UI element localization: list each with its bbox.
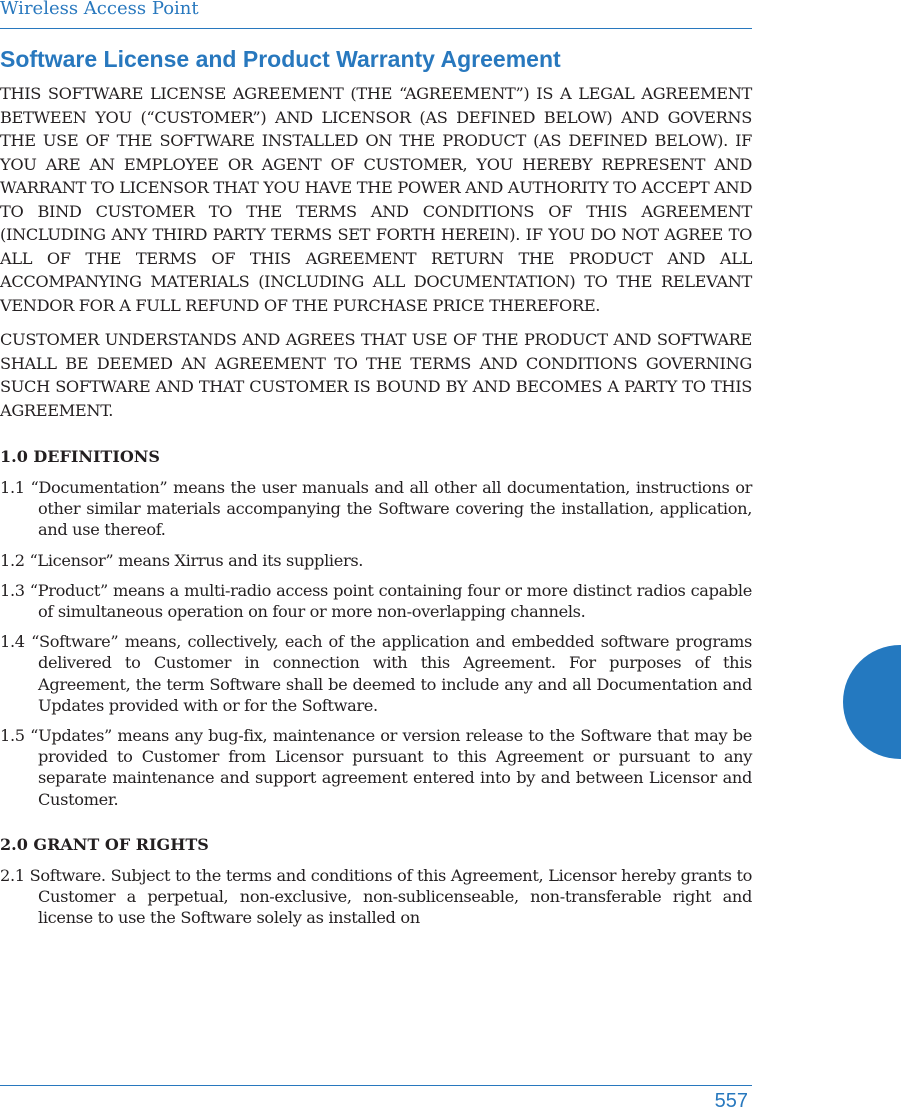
intro-paragraph: CUSTOMER UNDERSTANDS AND AGREES THAT USE OF THE PRODUCT AND SOFTWARE SHALL BE DEEMED AN AGREEMENT TO THE TERMS AND CONDITIONS GOVERNING SUCH SOFTWARE AND THAT CUSTOMER IS BOUND BY AND BECOMES A PARTY TO THIS AGREEMENT. xyxy=(0,330,752,420)
footer-rule xyxy=(0,1085,752,1086)
definition-item: 1.3 “Product” means a multi-radio access point containing four or more distinct radios capable of simultaneous operation on four or more non-overlapping channels. xyxy=(0,580,752,622)
section-heading-grant-of-rights: 2.0 GRANT OF RIGHTS xyxy=(0,834,209,854)
chapter-tab-marker xyxy=(843,645,901,759)
definition-item: 1.4 “Software” means, collectively, each of the application and embedded software programs delivered to Customer in connection with this Agreement. For purposes of this Agreement, the term Software shall be deemed to include any and all Documentation and Updates provided with or for the Software. xyxy=(0,632,752,715)
running-header-title: Wireless Access Point xyxy=(0,0,199,19)
section-heading-definitions: 1.0 DEFINITIONS xyxy=(0,447,160,466)
header-rule xyxy=(0,28,752,29)
intro-paragraph: THIS SOFTWARE LICENSE AGREEMENT (THE “AGREEMENT”) IS A LEGAL AGREEMENT BETWEEN YOU (“CUSTOMER”) AND LICENSOR (AS DEFINED BELOW) AND GOVERNS THE USE OF THE SOFTWARE INSTALLED ON THE PRODUCT (AS DEFINED BELOW). IF YOU ARE AN EMPLOYEE OR AGENT OF CUSTOMER, YOU HEREBY REPRESENT AND WARRANT TO LICENSOR THAT YOU HAVE THE POWER AND AUTHORITY TO ACCEPT AND TO BIND CUSTOMER TO THE TERMS AND CONDITIONS OF THIS AGREEMENT (INCLUDING ANY THIRD PARTY TERMS SET FORTH HEREIN). IF YOU DO NOT AGREE TO ALL OF THE TERMS OF THIS AGREEMENT RETURN THE PRODUCT AND ALL ACCOMPANYING MATERIALS (INCLUDING ALL DOCUMENTATION) TO THE RELEVANT VENDOR FOR A FULL REFUND OF THE PURCHASE PRICE THEREFORE. xyxy=(0,84,752,315)
definition-item: 1.1 “Documentation” means the user manuals and all other all documentation, instructions or other similar materials accompanying the Software covering the installation, application, and use thereof. xyxy=(0,478,752,540)
grant-item: 2.1 Software. Subject to the terms and conditions of this Agreement, Licensor hereby grants to Customer a perpetual, non-exclusive, non-sublicenseable, non-transferable right and license to use the Software solely as installed on xyxy=(0,865,752,928)
page-content xyxy=(0,44,752,937)
document-title: Software License and Product Warranty Agreement xyxy=(0,46,561,72)
definition-item: 1.5 “Updates” means any bug-fix, maintenance or version release to the Software that may be provided to Customer from Licensor pursuant to this Agreement or pursuant to any separate maintenance and support agreement entered into by and between Licensor and Customer. xyxy=(0,726,752,809)
definition-item: 1.2 “Licensor” means Xirrus and its suppliers. xyxy=(0,550,364,570)
page-number: 557 xyxy=(714,1090,748,1112)
